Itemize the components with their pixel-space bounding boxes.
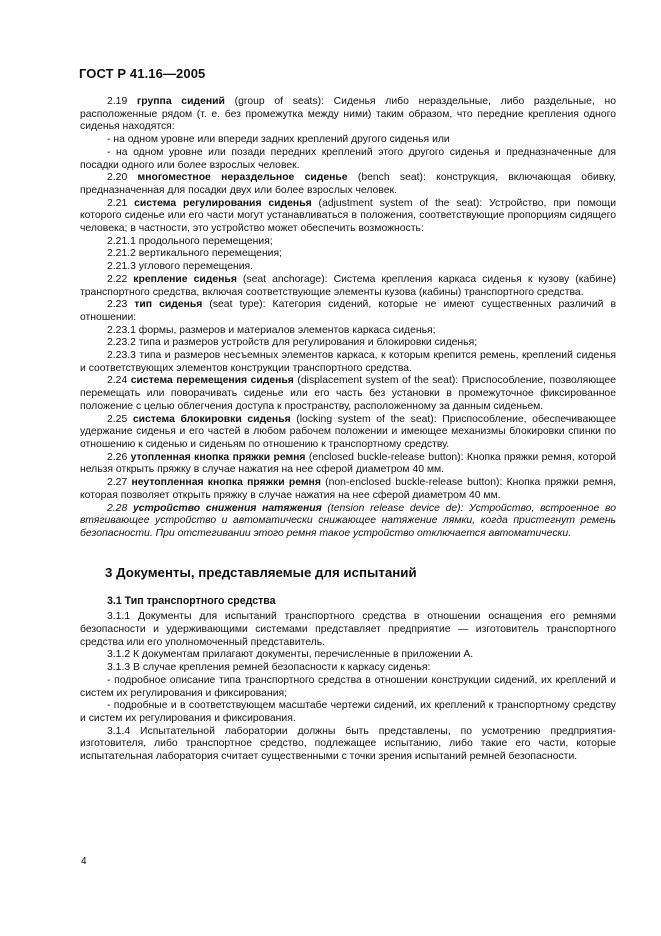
clause-2-19-b: - на одном уровне или позади передних креплений этого другого сиденья и предназначенные для посадки одного или более взрослых человек. bbox=[80, 146, 616, 171]
clause-2-23-2: 2.23.2 типа и размеров устройств для регулирования и блокировки сиденья; bbox=[107, 337, 478, 349]
clause-2-21-2: 2.21.2 вертикального перемещения; bbox=[107, 248, 282, 260]
clause-2-20: 2.20 многоместное нераздельное сиденье (bench seat): конструкция, включающая обивку, предназначенная для посадки двух или более взрослых человек. bbox=[80, 172, 617, 196]
page-number: 4 bbox=[81, 856, 87, 867]
clause-3-1-4: 3.1.4 Испытательной лаборатории должны быть представлены, по усмотрению предприятия-изготовителя, либо транспортное средство, подлежащее испытанию, либо такие его части, которые испытательная лаборатория считает существенными с точки зрения испытаний ремней безопасности. bbox=[80, 725, 616, 763]
clause-3-1-3-a: - подробное описание типа транспортного средства в отношении конструкции сидений, их креплений и систем их регулирования и фиксирования; bbox=[80, 674, 616, 699]
clause-3-1-1: 3.1.1 Документы для испытаний транспортного средства в отношении оснащения его ремнями безопасности и удерживающими системами представляет предприятие — изготовитель транспортного средства или его уполномоченный представитель. bbox=[80, 611, 616, 648]
clause-2-25: 2.25 система блокировки сиденья (locking system of the seat): Приспособление, обеспечивающее удержание сиденья и его частей в любом рабочем положении и имеющее механизмы блокировки спинки по отношению к сиденью и сиденьям по отношению к транспортному средству. bbox=[80, 413, 617, 450]
clause-2-21: 2.21 система регулирования сиденья (adjustment system of the seat): Устройство, при помощи которого сиденье или его части могут устанавливаться в положения, соответствующие пропорциям сидящего человека; в частности, это устройство может обеспечить возможность: bbox=[80, 197, 617, 235]
clause-2-26: 2.26 утопленная кнопка пряжки ремня (enclosed buckle-release button): Кнопка пряжки ремня, которой нельзя открыть пряжку в случае нажатия на нее сферой диаметром 40 мм. bbox=[80, 451, 616, 476]
clause-2-22: 2.22 крепление сиденья (seat anchorage): Система крепления каркаса сиденья к кузову (кабине) транспортного средства, включая соответствующие элементы кузова (кабины) транспортного средства. bbox=[80, 273, 616, 298]
clause-3-1-3-b: - подробные и в соответствующем масштабе чертежи сидений, их креплений к транспортному средству и систем их регулирования и фиксирования. bbox=[80, 700, 616, 724]
clause-2-21-3: 2.21.3 углового перемещения. bbox=[107, 261, 254, 273]
clause-2-19: 2.19 группа сидений (group of seats): Сиденья либо нераздельные, либо раздельные, но расположенные рядом (т. е. без промежутка между ними) таким образом, что передние крепления одного сиденья находятся: bbox=[80, 96, 616, 133]
clause-2-23: 2.23 тип сиденья (seat type): Категория сидений, которые не имеют существенных различий в отношении: bbox=[80, 299, 616, 323]
clause-2-28: 2.28 устройство снижения натяжения (tension release device de): Устройство, встроенное во втягивающее устройство и автоматически снижающее натяжение лямки, когда пристегнут ремень безопасности. При отстегивании этого ремня такое устройство отключается автоматически. bbox=[80, 502, 617, 539]
clause-2-27: 2.27 неутопленная кнопка пряжки ремня (non-enclosed buckle-release button): Кнопка пряжки ремня, которая позволяет открыть пряжку в случае нажатия на нее сферой диаметром 40 мм. bbox=[80, 477, 617, 501]
clause-2-19-a: - на одном уровне или впереди задних креплений другого сиденья или bbox=[107, 134, 450, 146]
subsection-heading: 3.1 Тип транспортного средства bbox=[107, 594, 276, 607]
clause-2-24: 2.24 система перемещения сиденья (displacement system of the seat): Приспособление, позволяющее перемещать или поворачивать сиденье или его часть без установки в промежуточное фиксированное положение с целью облегчения доступа к пространству, расположенному за данным сиденьем. bbox=[80, 375, 616, 412]
clause-2-23-1: 2.23.1 формы, размеров и материалов элементов каркаса сиденья; bbox=[107, 324, 436, 336]
section-heading: 3 Документы, представляемые для испытаний bbox=[105, 564, 417, 580]
document-body bbox=[80, 96, 616, 764]
clause-2-21-1: 2.21.1 продольного перемещения; bbox=[107, 235, 273, 247]
clause-2-23-3: 2.23.3 типа и размеров несъемных элементов каркаса, к которым крепится ремень, креплений сиденья и соответствующих элементов конструкции транспортного средства. bbox=[80, 350, 616, 374]
clause-3-1-3: 3.1.3 В случае крепления ремней безопасности к каркасу сиденья: bbox=[107, 662, 431, 674]
document-header: ГОСТ Р 41.16—2005 bbox=[79, 66, 206, 81]
clause-3-1-2: 3.1.2 К документам прилагают документы, перечисленные в приложении А. bbox=[107, 649, 474, 661]
